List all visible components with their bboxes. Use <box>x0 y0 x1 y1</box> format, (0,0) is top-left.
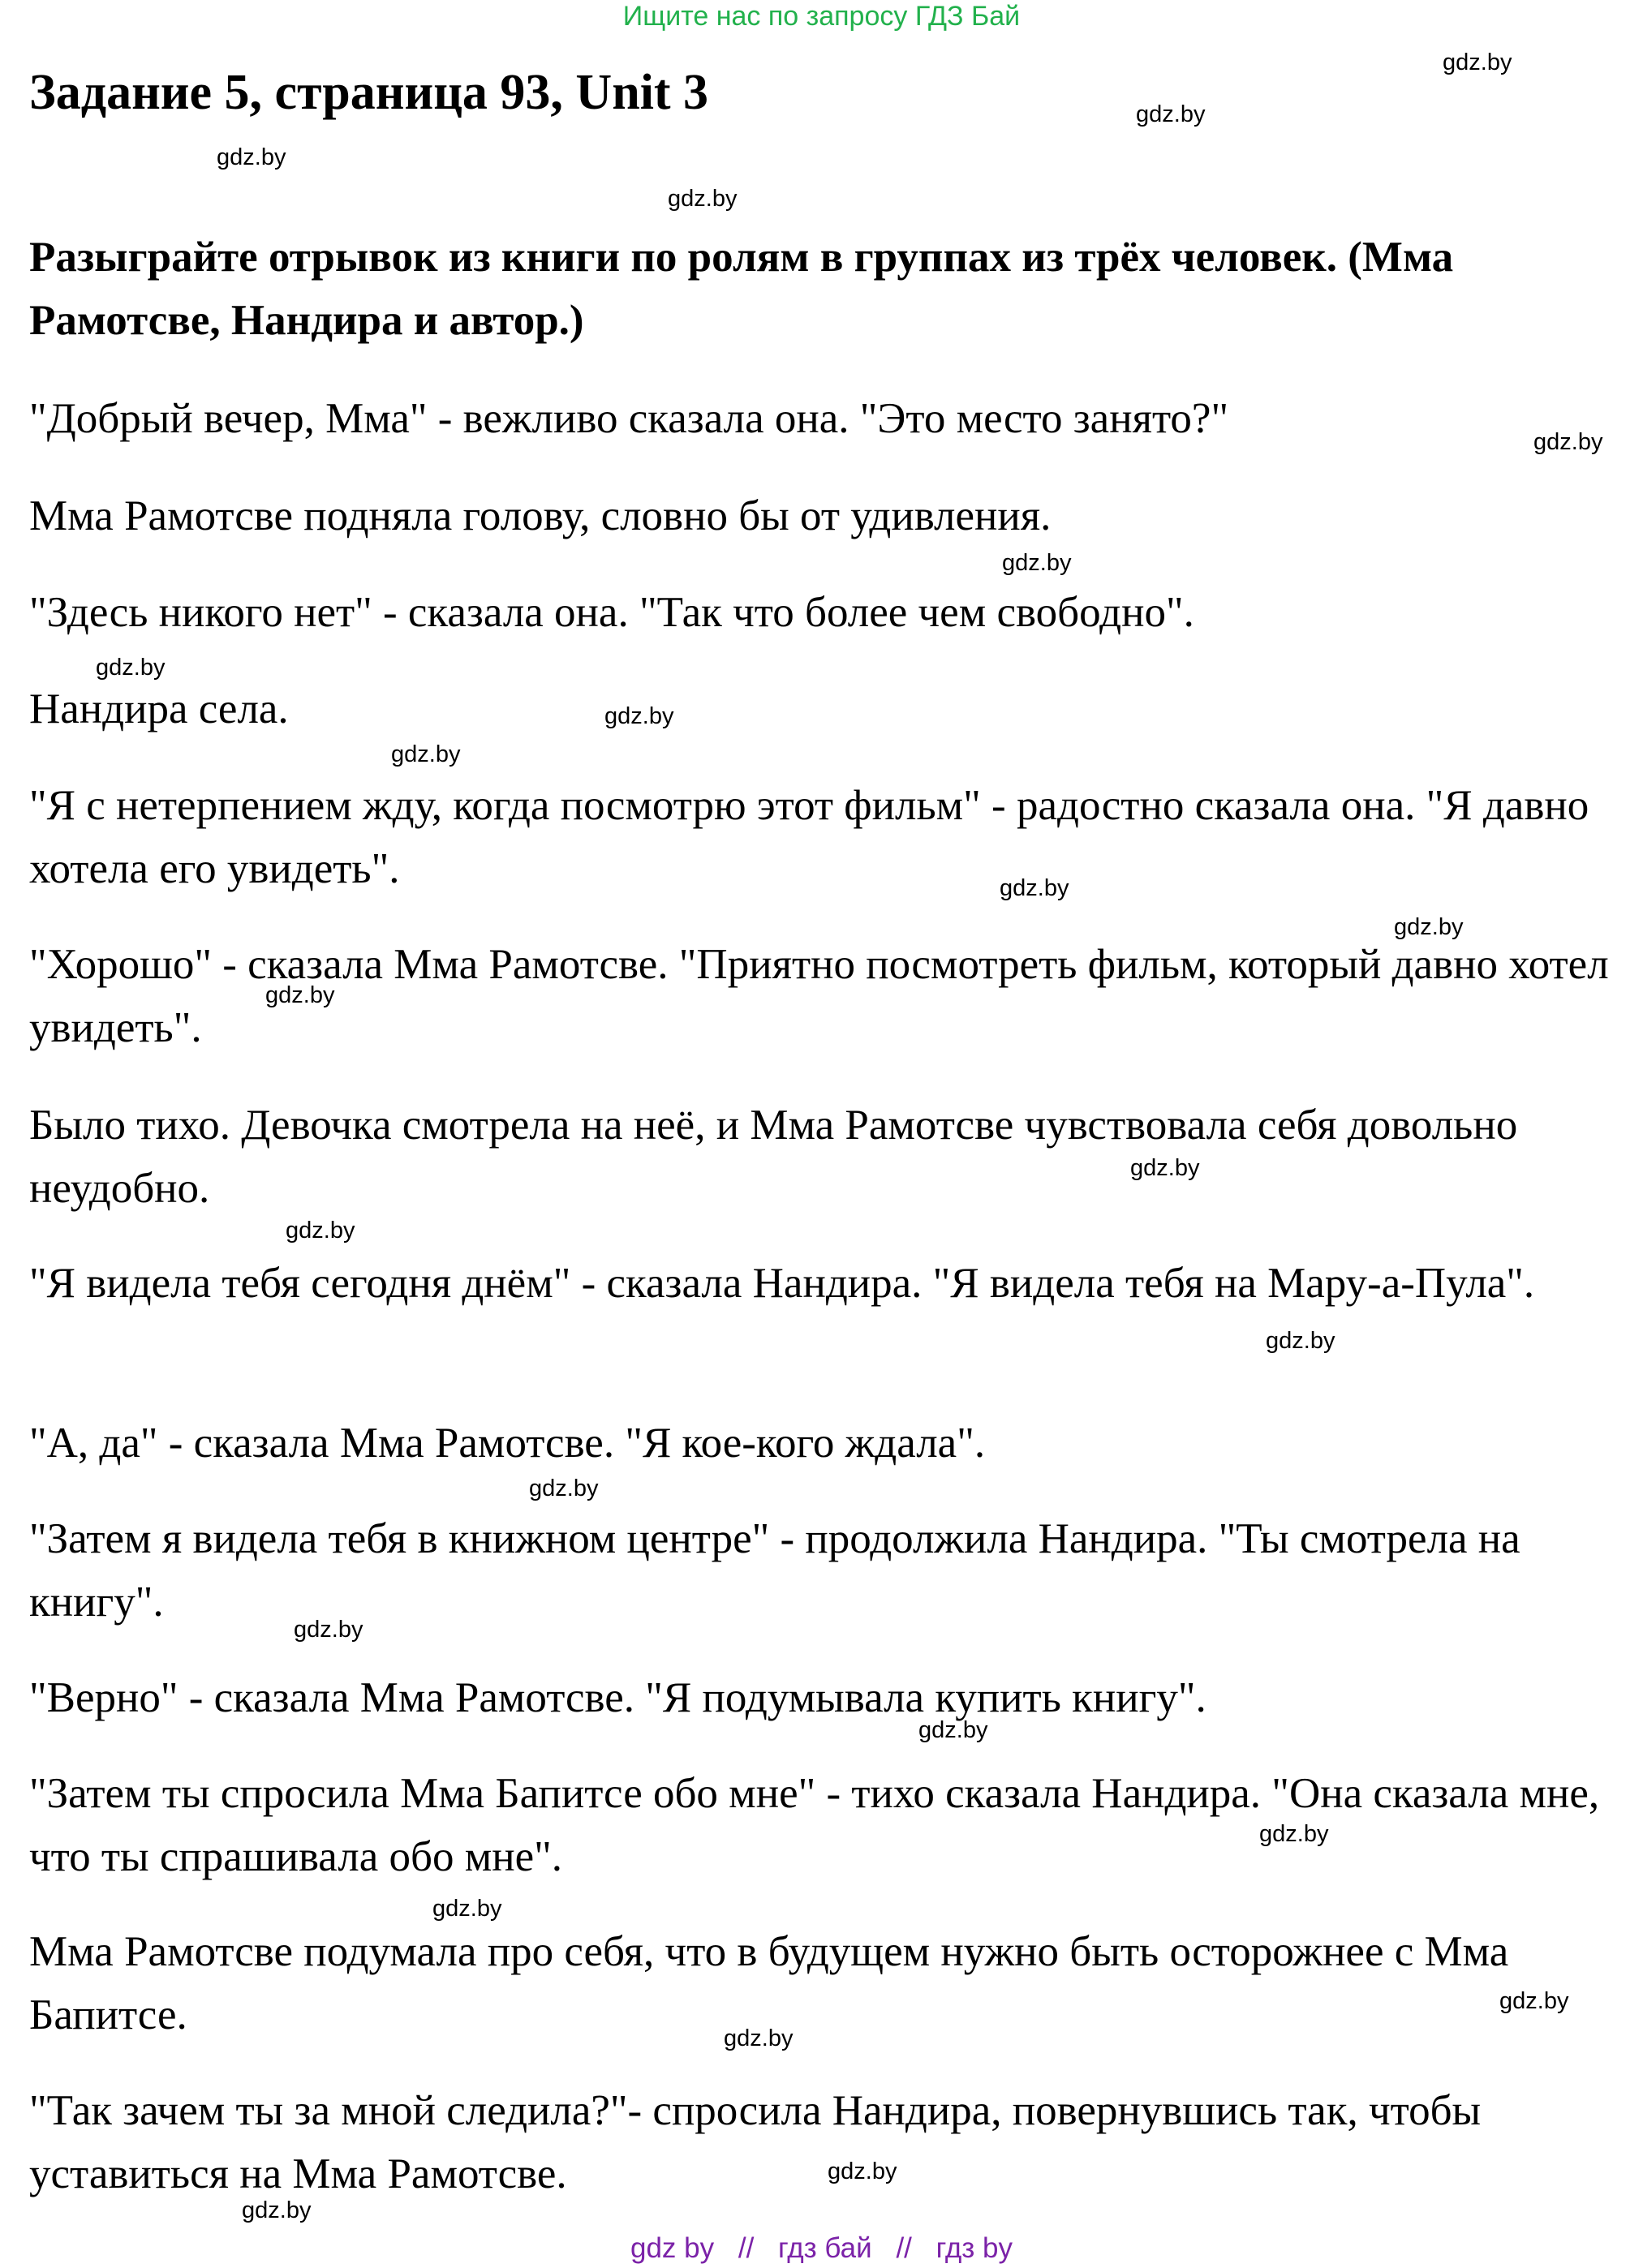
footer-separator: // <box>896 2232 912 2264</box>
watermark: gdz.by <box>604 703 674 729</box>
watermark: gdz.by <box>1130 1155 1200 1181</box>
watermark: gdz.by <box>1533 429 1603 455</box>
watermark: gdz.by <box>1259 1821 1329 1847</box>
watermark: gdz.by <box>1000 875 1069 901</box>
paragraph-7: Было тихо. Девочка смотрела на неё, и Мма Рамотсве чувствовала себя довольно неудобно. <box>29 1102 1518 1212</box>
page-title: Задание 5, страница 93, Unit 3 <box>29 65 709 120</box>
watermark: gdz.by <box>1394 914 1464 940</box>
watermark: gdz.by <box>1499 1988 1569 2014</box>
paragraph-4: Нандира села. <box>29 685 289 732</box>
watermark: gdz.by <box>1266 1328 1335 1354</box>
paragraph-12: "Затем ты спросила Мма Бапитсе обо мне" - тихо сказала Нандира. "Она сказала мне, что ты спрашивала обо мне". <box>29 1770 1600 1880</box>
watermark: gdz.by <box>432 1896 502 1922</box>
footer-separator: // <box>738 2232 755 2264</box>
paragraph-2: Мма Рамотсве подняла голову, словно бы от удивления. <box>29 492 1052 539</box>
watermark: gdz.by <box>242 2197 312 2223</box>
paragraph-9: "А, да" - сказала Мма Рамотсве. "Я кое-кого ждала". <box>29 1420 986 1467</box>
footer-links <box>0 2232 1643 2265</box>
paragraph-13: Мма Рамотсве подумала про себя, что в будущем нужно быть осторожнее с Мма Бапитсе. <box>29 1928 1509 2038</box>
paragraph-3: "Здесь никого нет" - сказала она. "Так что более чем свободно". <box>29 589 1194 636</box>
watermark: gdz.by <box>1443 49 1512 75</box>
paragraph-6: "Хорошо" - сказала Мма Рамотсве. "Приятно посмотреть фильм, который давно хотел увидеть". <box>29 941 1609 1051</box>
watermark: gdz.by <box>265 982 335 1008</box>
paragraph-10: "Затем я видела тебя в книжном центре" - продолжила Нандира. "Ты смотрела на книгу". <box>29 1515 1520 1626</box>
paragraph-5: "Я с нетерпением жду, когда посмотрю этот фильм" - радостно сказала она. "Я давно хотела его увидеть". <box>29 782 1589 892</box>
watermark: gdz.by <box>391 741 461 767</box>
paragraph-1: "Добрый вечер, Мма" - вежливо сказала она. "Это место занято?" <box>29 395 1229 442</box>
watermark: gdz.by <box>529 1475 599 1501</box>
watermark: gdz.by <box>1002 550 1072 576</box>
task-instruction: Разыграйте отрывок из книги по ролям в группах из трёх человек. (Мма Рамотсве, Нандира и автор.) <box>29 234 1454 344</box>
watermark: gdz.by <box>96 655 166 681</box>
top-banner: Ищите нас по запросу ГДЗ Бай <box>622 1 1021 32</box>
footer-link-gdz-by-ru[interactable]: гдз by <box>935 2232 1013 2264</box>
paragraph-11: "Верно" - сказала Мма Рамотсве. "Я подумывала купить книгу". <box>29 1674 1206 1721</box>
watermark: gdz.by <box>668 186 738 212</box>
footer-link-gdz-by[interactable]: gdz by <box>630 2232 715 2264</box>
watermark: gdz.by <box>294 1617 363 1643</box>
paragraph-8: "Я видела тебя сегодня днём" - сказала Нандира. "Я видела тебя на Мару-а-Пула". <box>29 1260 1535 1307</box>
watermark: gdz.by <box>918 1717 988 1743</box>
watermark: gdz.by <box>1136 101 1206 127</box>
watermark: gdz.by <box>286 1218 355 1244</box>
watermark: gdz.by <box>217 144 286 170</box>
watermark: gdz.by <box>724 2025 794 2051</box>
footer-link-gdz-bai[interactable]: гдз бай <box>778 2232 872 2264</box>
watermark: gdz.by <box>828 2158 897 2184</box>
paragraph-14: "Так зачем ты за мной следила?"- спросила Нандира, повернувшись так, чтобы уставиться на Мма Рамотсве. <box>29 2087 1482 2197</box>
